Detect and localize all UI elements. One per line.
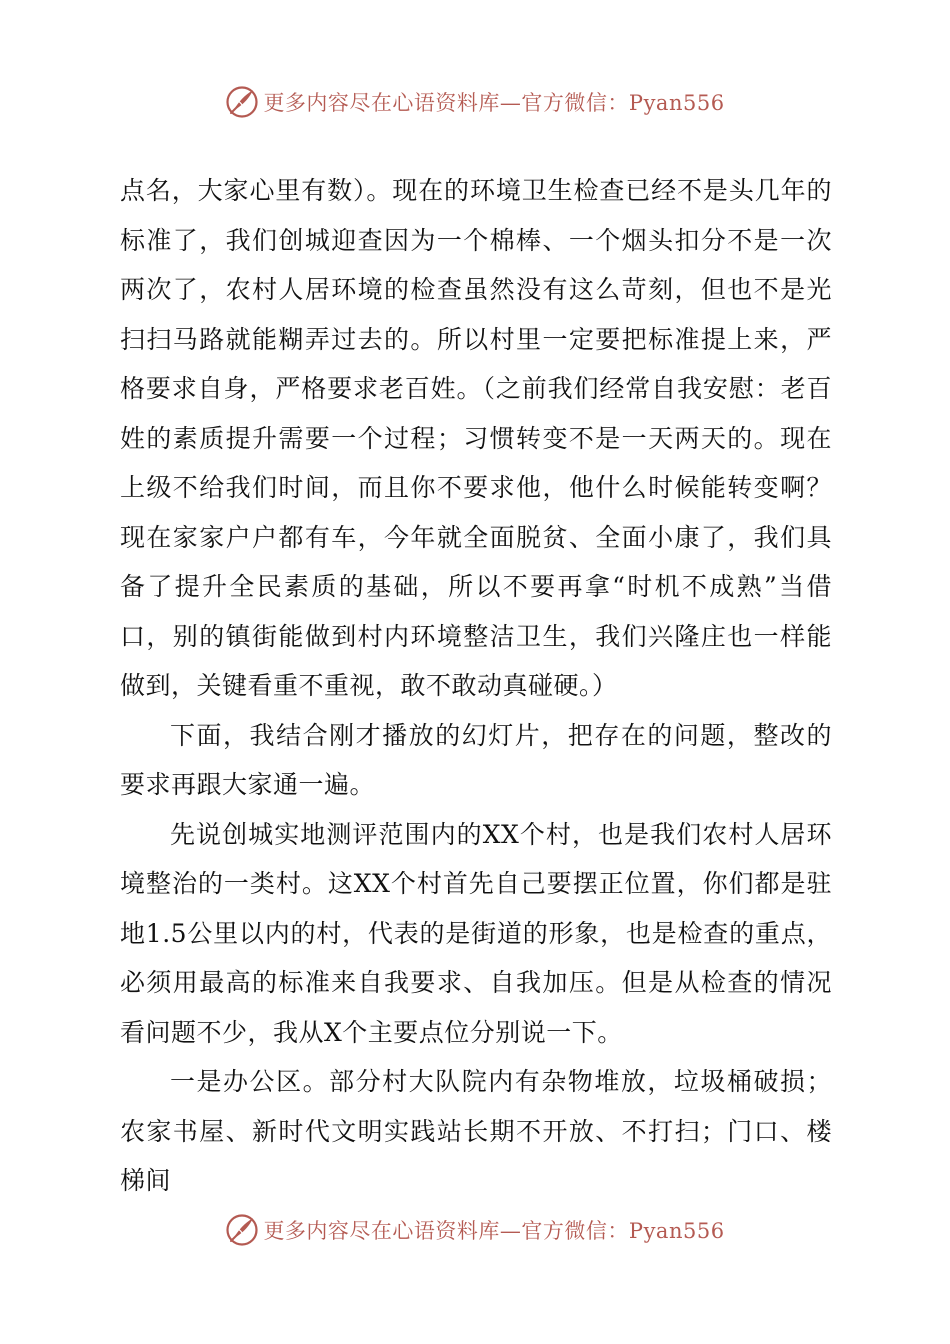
paragraph-first-class-villages: 先说创城实地测评范围内的XX个村，也是我们农村人居环境整治的一类村。这XX个村首先自己要摆正位置，你们都是驻地1.5公里以内的村，代表的是街道的形象，也是检查的重点，必须用最高的标准来自我要求、自我加压。但是从检查的情况看问题不少，我从X个主要点位分别说一下。 xyxy=(120,819,832,1047)
paragraph-continuation: 点名，大家心里有数）。现在的环境卫生检查已经不是头几年的标准了，我们创城迎查因为一个棉棒、一个烟头扣分不是一次两次了，农村人居环境的检查虽然没有这么苛刻，但也不是光扫扫马路就能糊弄过去的。所以村里一定要把标准提上来，严格要求自身，严格要求老百姓。（之前我们经常自我安慰：老百姓的素质提升需要一个过程；习惯转变不是一天两天的。现在上级不给我们时间，而且你不要求他，他什么时候能转变啊？现在家家户户都有车，今年就全面脱贫、全面小康了，我们具备了提升全民素质的基础，所以不要再拿“时机不成熟”当借口，别的镇街能做到村内环境整洁卫生，我们兴隆庄也一样能做到，关键看重不重视，敢不敢动真碰硬。） xyxy=(120,176,832,700)
feather-pen-logo-icon xyxy=(225,85,259,119)
paragraph-transition: 下面，我结合刚才播放的幻灯片，把存在的问题，整改的要求再跟大家通一遍。 xyxy=(120,720,832,799)
paragraph-office-area: 一是办公区。部分村大队院内有杂物堆放，垃圾桶破损；农家书屋、新时代文明实践站长期不开放、不打扫；门口、楼梯间 xyxy=(120,1067,832,1195)
document-body xyxy=(120,166,832,1206)
header-banner-text: 更多内容尽在心语资料库—官方微信：Pyan556 xyxy=(263,91,725,115)
footer-banner xyxy=(0,1210,950,1250)
feather-pen-logo-icon xyxy=(225,1213,259,1247)
footer-banner-text: 更多内容尽在心语资料库—官方微信：Pyan556 xyxy=(263,1219,725,1243)
header-banner xyxy=(0,82,950,122)
